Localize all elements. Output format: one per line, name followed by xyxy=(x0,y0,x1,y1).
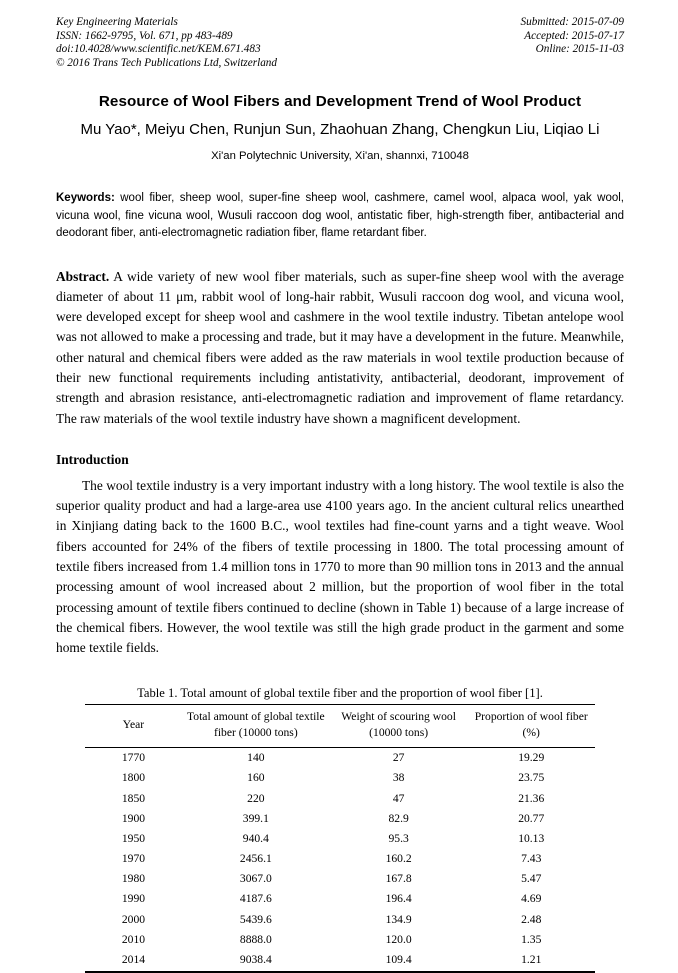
cell-year: 1770 xyxy=(121,751,146,765)
cell-total-fiber: 3067.0 xyxy=(239,872,272,886)
cell-scouring-wool: 109.4 xyxy=(385,953,412,967)
cell-scouring-wool: 134.9 xyxy=(385,912,412,926)
cell-scouring-wool: 120.0 xyxy=(385,932,412,946)
table-row xyxy=(85,828,595,848)
introduction-paragraph: The wool textile industry is a very important industry with a long history. The wool textile is also the superior quality product and had a large-area use 4100 years ago. In the ancient cultural relics unearthed in Xinjiang dating back to the 1600 B.C., wool textiles had fine-count yarns and a tight weave. Wool fibers accounted for 24% of the fibers of textile processing in 1800. The total processing amount of textile fibers increased from 1.4 million tons in 1770 to more than 90 million tons in 2013 and the annual processing amount of wool increased about 2 million, but the proportion of wool fiber in the total processing amount of textile fibers continued to decline (shown in Table 1) because of a large increase of the chemical fibers. However, the wool textile was still the high grade product in the garment and some home textile fields. xyxy=(56,477,624,656)
date-accepted: Accepted: 2015-07-17 xyxy=(524,29,624,42)
affiliation: Xi'an Polytechnic University, Xi'an, shannxi, 710048 xyxy=(211,150,469,162)
cell-year: 1800 xyxy=(121,771,146,785)
submission-dates-block xyxy=(420,16,624,57)
cell-scouring-wool: 95.3 xyxy=(388,831,409,845)
cell-wool-proportion: 21.36 xyxy=(518,791,545,805)
column-header-scouring-wool: Weight of scouring wool (10000 tons) xyxy=(330,704,468,747)
abstract-text: A wide variety of new wool fiber materials, such as super-fine sheep wool with the average diameter of about 11 μm, rabbit wool of long-hair rabbit, Wusuli raccoon dog wool, and vicuna wool, were developed except for sheep wool and cashmere in the wool textile industry. Tibetan antelope wool was not allowed to make a processing and trade, but it may have a development in the future. Meanwhile, other natural and chemical fibers were added as the raw materials in wool textile production because of their new functional requirements including antistativity, antibacterial, deodorant, improvement of strength and abrasion resistance, anti-electromagnetic radiation and improvement of flame retardancy. The raw materials of the wool textile industry have shown a magnificent development. xyxy=(56,268,624,426)
cell-scouring-wool: 160.2 xyxy=(385,852,412,866)
cell-total-fiber: 160 xyxy=(247,771,265,785)
cell-total-fiber: 220 xyxy=(247,791,265,805)
table-header-row xyxy=(85,704,595,747)
cell-year: 1950 xyxy=(121,831,146,845)
publication-header xyxy=(56,16,624,72)
table-row xyxy=(85,747,595,768)
journal-info-block xyxy=(56,16,408,70)
cell-scouring-wool: 47 xyxy=(392,791,405,805)
page-content xyxy=(56,16,624,973)
table-block xyxy=(85,685,595,973)
table-row xyxy=(85,889,595,909)
cell-year: 1990 xyxy=(121,892,146,906)
abstract-section xyxy=(56,267,624,429)
table-head xyxy=(85,704,595,747)
column-header-wool-proportion: Proportion of wool fiber (%) xyxy=(467,704,595,747)
cell-total-fiber: 2456.1 xyxy=(239,852,272,866)
keywords-label: Keywords: xyxy=(56,192,115,204)
table-row xyxy=(85,808,595,828)
journal-doi: doi:10.4028/www.scientific.net/KEM.671.483 xyxy=(56,43,261,55)
cell-total-fiber: 5439.6 xyxy=(239,912,272,926)
cell-year: 1900 xyxy=(121,811,146,825)
cell-total-fiber: 399.1 xyxy=(242,811,269,825)
table-row xyxy=(85,909,595,929)
cell-wool-proportion: 4.69 xyxy=(521,892,542,906)
cell-scouring-wool: 196.4 xyxy=(385,892,412,906)
table-row xyxy=(85,949,595,971)
cell-total-fiber: 140 xyxy=(247,751,265,765)
cell-year: 1850 xyxy=(121,791,146,805)
cell-wool-proportion: 19.29 xyxy=(518,751,545,765)
page-title: Resource of Wool Fibers and Development Trend of Wool Product xyxy=(98,93,582,110)
cell-wool-proportion: 2.48 xyxy=(521,912,542,926)
keywords-text: wool fiber, sheep wool, super-fine sheep wool, cashmere, camel wool, alpaca wool, yak wool, vicuna wool, fine vicuna wool, Wusuli raccoon dog wool, antistatic fiber, high-strength fiber, antibacterial and deodorant fiber, anti-electromagnetic radiation fiber, flame retardant fiber. xyxy=(56,192,624,239)
cell-scouring-wool: 38 xyxy=(392,771,405,785)
section-heading-introduction: Introduction xyxy=(56,451,129,467)
table-row xyxy=(85,929,595,949)
date-online: Online: 2015-11-03 xyxy=(535,43,624,55)
cell-year: 1970 xyxy=(121,852,146,866)
keywords-section xyxy=(56,190,624,243)
textile-fiber-table xyxy=(85,704,595,971)
cell-wool-proportion: 23.75 xyxy=(518,771,545,785)
cell-scouring-wool: 167.8 xyxy=(385,872,412,886)
cell-scouring-wool: 27 xyxy=(392,751,405,765)
cell-wool-proportion: 20.77 xyxy=(518,811,545,825)
cell-wool-proportion: 5.47 xyxy=(521,872,542,886)
cell-wool-proportion: 1.21 xyxy=(521,953,542,967)
cell-year: 1980 xyxy=(121,872,146,886)
table-row xyxy=(85,788,595,808)
column-header-year: Year xyxy=(85,704,182,747)
table-body xyxy=(85,747,595,971)
cell-total-fiber: 9038.4 xyxy=(239,953,272,967)
cell-wool-proportion: 7.43 xyxy=(521,852,542,866)
journal-copyright: © 2016 Trans Tech Publications Ltd, Switzerland xyxy=(56,56,277,69)
column-header-total-fiber: Total amount of global textile fiber (10000 tons) xyxy=(182,704,330,747)
table-row xyxy=(85,848,595,868)
cell-year: 2000 xyxy=(121,912,146,926)
cell-wool-proportion: 1.35 xyxy=(521,932,542,946)
table-caption: Table 1. Total amount of global textile fiber and the proportion of wool fiber [1]. xyxy=(137,685,543,700)
table-row xyxy=(85,768,595,788)
cell-wool-proportion: 10.13 xyxy=(518,831,545,845)
abstract-label: Abstract. xyxy=(56,268,110,284)
journal-name: Key Engineering Materials xyxy=(56,16,178,28)
cell-total-fiber: 940.4 xyxy=(242,831,269,845)
date-submitted: Submitted: 2015-07-09 xyxy=(520,16,624,28)
journal-issn-volume: ISSN: 1662-9795, Vol. 671, pp 483-489 xyxy=(56,29,233,42)
cell-total-fiber: 4187.6 xyxy=(239,892,272,906)
cell-year: 2010 xyxy=(121,932,146,946)
cell-year: 2014 xyxy=(121,953,146,967)
cell-scouring-wool: 82.9 xyxy=(388,811,409,825)
author-list: Mu Yao*, Meiyu Chen, Runjun Sun, Zhaohuan Zhang, Chengkun Liu, Liqiao Li xyxy=(80,121,600,138)
table-row xyxy=(85,869,595,889)
cell-total-fiber: 8888.0 xyxy=(239,932,272,946)
